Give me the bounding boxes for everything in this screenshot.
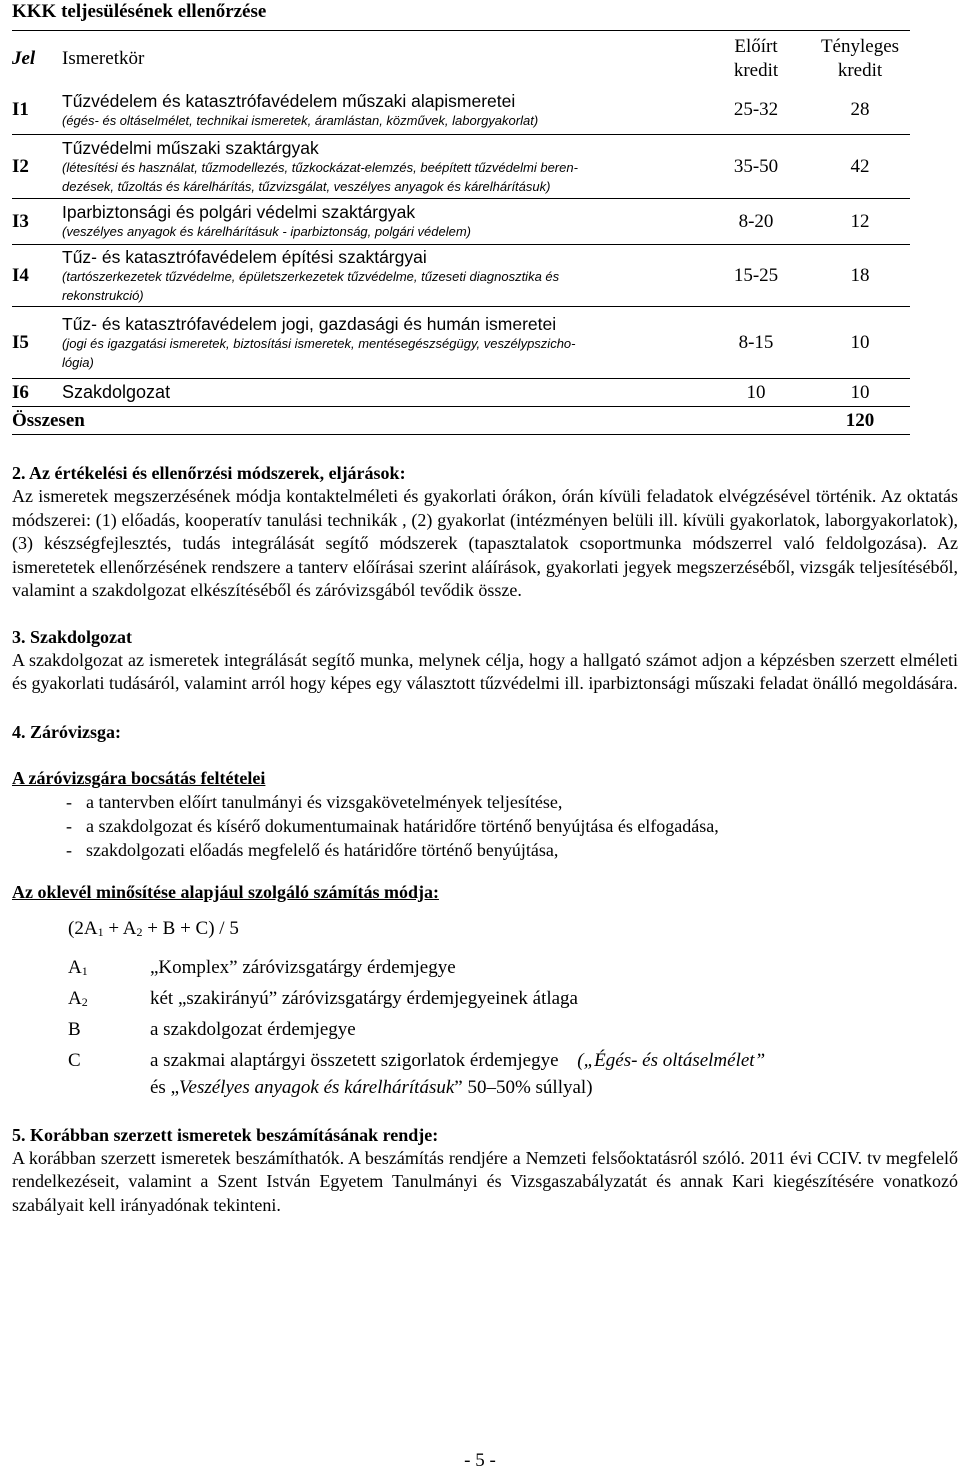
row-actual: 10 <box>810 307 910 379</box>
row-required: 15-25 <box>702 245 810 307</box>
header-jel: Jel <box>12 31 62 87</box>
row-subject-cell <box>62 135 702 199</box>
definition-row <box>68 954 958 985</box>
header-eloirt-line1: Előírt <box>734 35 778 57</box>
row-required: 25-32 <box>702 87 810 135</box>
total-value: 120 <box>810 407 910 435</box>
definition-text: két „szakirányú” záróvizsgatárgy érdemjegyeinek átlaga <box>150 987 578 1009</box>
section-4 <box>12 720 958 1101</box>
row-actual: 12 <box>810 199 910 245</box>
section-2-body: Az ismeretek megszerzésének módja kontaktelméleti és gyakorlati órákon, órán kívüli feladatok elvégzésével történik. Az oktatás módszerei: (1) előadás, kooperatív tanulási technikák , (2) gyakorlat (intézményen belüli ill. kívüli gyakorlatok, laborgyakorlatok), (3) készségfejlesztés, tudás integrálását segítő módszerek (tapasztalatok csoportmunka módszerrel való feldolgozása). Az ismeretetek ellenőrzésének rendszere a tanterv előírásai szerint aláírások, gyakorlati jegyek megszerzéséből, vizsgák teljesítéséből, valamint a szakdolgozat elkészítéséből és záróvizsgából tevődik össze. <box>12 486 958 600</box>
section-3 <box>12 625 958 696</box>
row-code: I5 <box>12 307 62 379</box>
definition-c <box>68 1047 958 1101</box>
row-required: 8-15 <box>702 307 810 379</box>
header-eloirt <box>702 31 810 87</box>
formula-title: Az oklevél minősítése alapjául szolgáló számítás módja: <box>12 881 439 902</box>
condition-text: szakdolgozati előadás megfelelő és határidőre történő benyújtása, <box>86 839 559 860</box>
table-row <box>12 307 910 379</box>
row-subject: Tűz- és katasztrófavédelem építési szaktárgyai <box>62 246 427 267</box>
section-3-title: Szakdolgozat <box>30 626 133 647</box>
table-row-total <box>12 407 910 435</box>
row-actual: 10 <box>810 379 910 407</box>
row-subject-cell <box>62 245 702 307</box>
row-detail: lógia) <box>62 354 94 370</box>
formula-part: + B + C) / 5 <box>142 917 239 939</box>
definition-sub: 2 <box>81 994 88 1009</box>
definition-letter: A <box>68 987 82 1009</box>
table-row-i6 <box>12 379 910 407</box>
definition-text: „Komplex” záróvizsgatárgy érdemjegye <box>150 956 456 978</box>
definition-c-post: ” 50–50% súllyal) <box>454 1076 593 1098</box>
definition-row <box>68 985 958 1016</box>
section-3-number: 3. <box>12 626 26 647</box>
row-subject: Tűzvédelem és katasztrófavédelem műszaki alapismeretei <box>62 90 516 111</box>
condition-item <box>12 814 958 838</box>
page-title: KKK teljesülésének ellenőrzése <box>12 1 267 22</box>
definition-letter: B <box>68 1018 81 1040</box>
table-row <box>12 245 910 307</box>
page <box>12 0 958 1217</box>
definition-c-italic2: Veszélyes anyagok és kárelhárításuk <box>179 1076 455 1098</box>
row-subject: Tűz- és katasztrófavédelem jogi, gazdasági és humán ismeretei <box>62 313 557 334</box>
condition-dash: - <box>66 791 72 812</box>
section-3-body: A szakdolgozat az ismeretek integrálását segítő munka, melynek célja, hogy a hallgató számot adjon a képzésben szerzett elméleti és gyakorlati tudásáról, valamint arról hogy képes egy választott tűzvédelmi ill. iparbiztonsági műszaki feladat önálló megoldására. <box>12 649 958 693</box>
conditions-list <box>12 790 958 862</box>
row-code: I4 <box>12 245 62 307</box>
row-subject-cell <box>62 307 702 379</box>
row-code: I1 <box>12 87 62 135</box>
section-2 <box>12 461 958 603</box>
row-actual: 28 <box>810 87 910 135</box>
header-tenyleges <box>810 31 910 87</box>
formula-sub: 2 <box>136 924 143 939</box>
row-subject-cell <box>62 199 702 245</box>
row-required: 10 <box>702 379 810 407</box>
row-required: 8-20 <box>702 199 810 245</box>
section-4-title: Záróvizsga: <box>30 721 121 742</box>
definition-symbol <box>68 1016 150 1047</box>
definition-c-italic: („Égés- és oltáselmélet” <box>577 1049 766 1071</box>
header-ismeretkor: Ismeretkör <box>62 31 702 87</box>
condition-text: a szakdolgozat és kísérő dokumentumainak határidőre történő benyújtása és elfogadása, <box>86 815 719 836</box>
definition-row <box>68 1016 958 1047</box>
formula-part: + A <box>103 917 137 939</box>
row-actual: 42 <box>810 135 910 199</box>
row-detail: (jogi és igazgatási ismeretek, biztosítási ismeretek, mentésegészségügy, veszélypszicho- <box>62 335 576 351</box>
page-number: - 5 - <box>464 1450 496 1471</box>
definition-text: a szakdolgozat érdemjegye <box>150 1018 356 1040</box>
conditions-title: A záróvizsgára bocsátás feltételei <box>12 767 266 788</box>
row-subject: Iparbiztonsági és polgári védelmi szaktárgyak <box>62 202 416 222</box>
total-label: Összesen <box>12 407 702 435</box>
definition-sub: 1 <box>81 963 88 978</box>
condition-item <box>12 790 958 814</box>
formula-definitions <box>68 954 958 1047</box>
condition-text: a tantervben előírt tanulmányi és vizsgakövetelmények teljesítése, <box>86 791 563 812</box>
definition-symbol <box>68 985 150 1016</box>
table-row <box>12 199 910 245</box>
definition-c-pre: és „ <box>150 1076 180 1098</box>
section-2-number: 2. <box>12 463 26 483</box>
section-5 <box>12 1123 958 1218</box>
section-2-title: Az értékelési és ellenőrzési módszerek, eljárások: <box>29 463 406 483</box>
row-detail: (égés- és oltáselmélet, technikai ismeretek, áramlástan, közművek, laborgyakorlat) <box>62 112 539 128</box>
section-5-number: 5. <box>12 1124 26 1145</box>
row-detail: (létesítési és használat, tűzmodellezés, tűzkockázat-elemzés, beépített tűzvédelmi beren- <box>62 159 578 175</box>
header-tenyleges-line2: kredit <box>837 59 883 81</box>
definition-text <box>150 1047 765 1074</box>
header-eloirt-line2: kredit <box>733 59 779 81</box>
table-row <box>12 135 910 199</box>
section-5-body: A korábban szerzett ismeretek beszámíthatók. A beszámítás rendjére a Nemzeti felsőoktatásról szóló. 2011 évi CCIV. tv megfelelő rendelkezéseit, valamint a Szent István Egyetem Tanulmányi és Vizsgaszabályzatát és annak Kari kiegészítésére vonatkozó szabályait kell irányadónak tekinteni. <box>12 1147 958 1215</box>
definition-c-text: a szakmai alaptárgyi összetett szigorlatok érdemjegye <box>150 1049 559 1071</box>
row-detail: rekonstrukció) <box>62 287 144 303</box>
row-subject: Tűzvédelmi műszaki szaktárgyak <box>62 137 319 158</box>
row-detail: (tartószerkezetek tűzvédelme, épületszerkezetek tűzvédelme, tűzeseti diagnosztika és <box>62 268 560 284</box>
grade-formula <box>68 918 958 940</box>
section-5-title: Korábban szerzett ismeretek beszámításának rendje: <box>30 1124 439 1145</box>
row-required: 35-50 <box>702 135 810 199</box>
definition-c-line2 <box>150 1074 593 1101</box>
table-row <box>12 87 910 135</box>
condition-item <box>12 838 958 862</box>
condition-dash: - <box>66 839 72 860</box>
section-4-number: 4. <box>12 721 26 742</box>
row-subject-cell <box>62 87 702 135</box>
formula-part: (2A <box>68 917 98 939</box>
row-subject: Szakdolgozat <box>62 379 702 407</box>
definition-letter: A <box>68 956 82 978</box>
definition-symbol: C <box>68 1049 81 1071</box>
row-code: I2 <box>12 135 62 199</box>
header-tenyleges-line1: Tényleges <box>820 35 900 57</box>
row-detail: dezések, tűzoltás és kárelhárítás, tűzvizsgálat, veszélyes anyagok és kárelhárításuk) <box>62 178 551 194</box>
credit-table <box>12 30 910 435</box>
formula-sub: 1 <box>97 924 104 939</box>
condition-dash: - <box>66 815 72 836</box>
row-actual: 18 <box>810 245 910 307</box>
row-code: I6 <box>12 379 62 407</box>
row-code: I3 <box>12 199 62 245</box>
row-detail: (veszélyes anyagok és kárelhárításuk - iparbiztonság, polgári védelem) <box>62 224 471 239</box>
definition-symbol <box>68 954 150 985</box>
